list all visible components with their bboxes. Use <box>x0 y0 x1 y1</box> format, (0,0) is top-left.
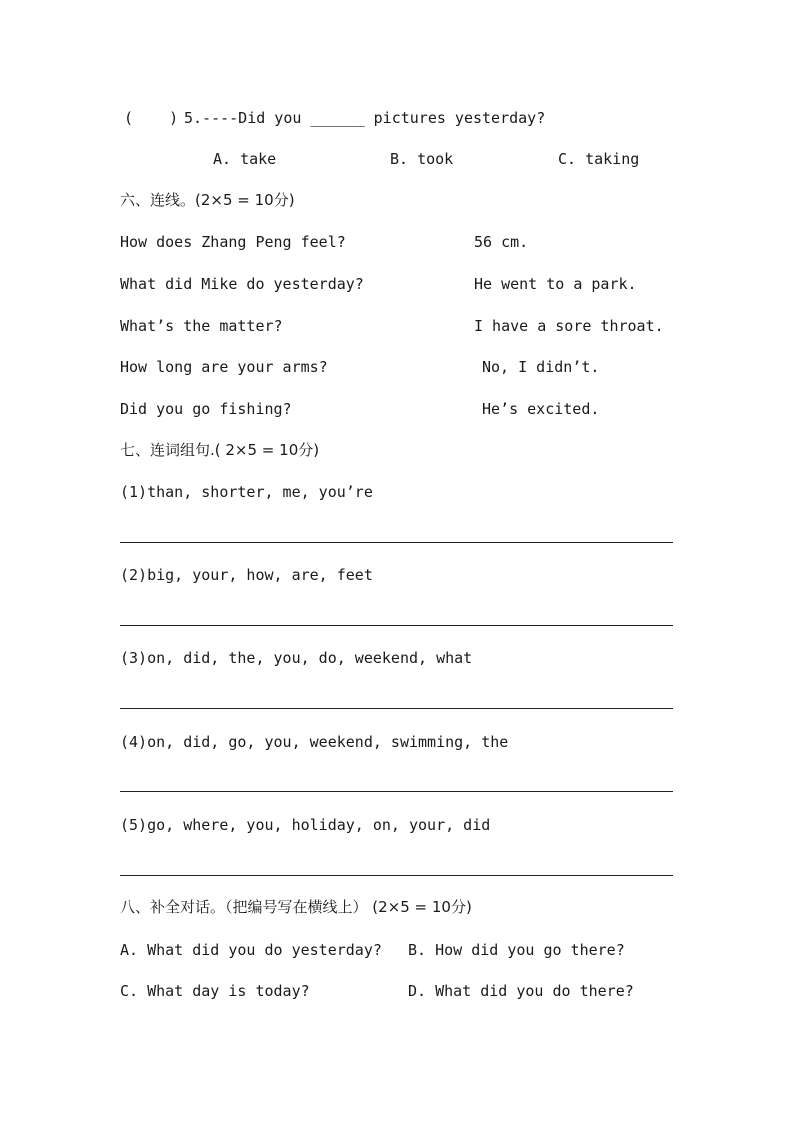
match-left-5: Did you go fishing? <box>120 400 292 418</box>
word-order-item-5: (5)go, where, you, holiday, on, your, did <box>120 816 491 834</box>
match-right-4: No, I didn’t. <box>482 358 600 376</box>
answer-line-4[interactable] <box>120 791 673 792</box>
match-right-1: 56 cm. <box>474 233 529 251</box>
q5-option-b: B. took <box>390 150 454 168</box>
match-left-1: How does Zhang Peng feel? <box>120 233 346 251</box>
word-order-item-2: (2)big, your, how, are, feet <box>120 566 373 584</box>
match-right-3: I have a sore throat. <box>474 317 664 335</box>
section-7-title: 七、连词组句.( 2×5 = 10分) <box>120 441 320 459</box>
dialogue-option-c: C. What day is today? <box>120 982 310 1000</box>
match-left-4: How long are your arms? <box>120 358 328 376</box>
answer-line-3[interactable] <box>120 708 673 709</box>
match-right-5: He’s excited. <box>482 400 600 418</box>
section-8-title: 八、补全对话。（把编号写在横线上） (2×5 = 10分) <box>120 898 472 916</box>
match-left-2: What did Mike do yesterday? <box>120 275 364 293</box>
dialogue-option-d: D. What did you do there? <box>408 982 634 1000</box>
answer-line-5[interactable] <box>120 875 673 876</box>
word-order-item-1: (1)than, shorter, me, you’re <box>120 483 373 501</box>
word-order-item-4: (4)on, did, go, you, weekend, swimming, the <box>120 733 509 751</box>
answer-paren: ( ) <box>124 109 179 127</box>
match-left-3: What’s the matter? <box>120 317 283 335</box>
match-right-2: He went to a park. <box>474 275 637 293</box>
word-order-item-3: (3)on, did, the, you, do, weekend, what <box>120 649 473 667</box>
dialogue-option-a: A. What did you do yesterday? <box>120 941 382 959</box>
answer-line-1[interactable] <box>120 542 673 543</box>
answer-line-2[interactable] <box>120 625 673 626</box>
q5-option-a: A. take <box>213 150 277 168</box>
section-6-title: 六、连线。(2×5 = 10分) <box>120 191 295 209</box>
q5-option-c: C. taking <box>558 150 640 168</box>
dialogue-option-b: B. How did you go there? <box>408 941 625 959</box>
question-5-stem: 5.----Did you ______ pictures yesterday? <box>184 109 546 127</box>
